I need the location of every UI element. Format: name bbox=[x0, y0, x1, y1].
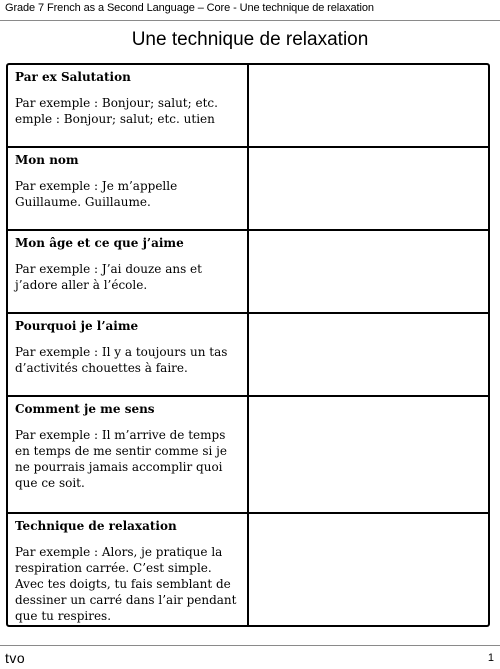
row-label: Mon âge et ce que j’aime bbox=[15, 236, 184, 250]
row-example: Par exemple : Je m’appelle Guillaume. Guillaume. bbox=[15, 179, 178, 209]
tvo-logo: tvo bbox=[5, 650, 26, 666]
table-row-technique-prompt bbox=[8, 514, 249, 625]
table-row-name-prompt bbox=[8, 148, 249, 231]
row-label: Pourquoi je l’aime bbox=[15, 319, 139, 333]
row-label: Comment je me sens bbox=[15, 402, 155, 416]
header-divider bbox=[0, 20, 500, 21]
table-row-why-prompt bbox=[8, 314, 249, 397]
row-example: Par exemple : Bonjour; salut; etc. emple : Bonjour; salut; etc. utien bbox=[15, 96, 218, 126]
page-title: Une technique de relaxation bbox=[131, 29, 369, 50]
answer-cell-name[interactable] bbox=[249, 148, 488, 231]
row-label: Technique de relaxation bbox=[15, 519, 177, 533]
table-row-feeling-prompt bbox=[8, 397, 249, 514]
answer-cell-technique[interactable] bbox=[249, 514, 488, 625]
row-example: Par exemple : Il m’arrive de temps en temps de me sentir comme si je ne pourrais jamais accomplir quoi que ce soit. bbox=[15, 428, 227, 490]
row-label: Par ex Salutation bbox=[15, 70, 131, 84]
answer-cell-why[interactable] bbox=[249, 314, 488, 397]
row-example: Par exemple : J’ai douze ans et j’adore aller à l’école. bbox=[15, 262, 202, 292]
row-label: Mon nom bbox=[15, 153, 79, 167]
row-example: Par exemple : Alors, je pratique la respiration carrée. C’est simple. Avec tes doigts, tu fais semblant de dessiner un carré dans l’air pendant que tu respires. bbox=[15, 545, 237, 623]
page-header: Grade 7 French as a Second Language – Core - Une technique de relaxation bbox=[5, 2, 374, 14]
row-example: Par exemple : Il y a toujours un tas d’activités chouettes à faire. bbox=[15, 345, 228, 375]
answer-cell-salutation[interactable] bbox=[249, 65, 488, 148]
table-row-age-prompt bbox=[8, 231, 249, 314]
answer-cell-age[interactable] bbox=[249, 231, 488, 314]
answer-cell-feeling[interactable] bbox=[249, 397, 488, 514]
page-number: 1 bbox=[487, 652, 494, 664]
footer-divider bbox=[0, 645, 500, 646]
table-row-salutation-prompt bbox=[8, 65, 249, 148]
worksheet-table bbox=[6, 63, 490, 627]
